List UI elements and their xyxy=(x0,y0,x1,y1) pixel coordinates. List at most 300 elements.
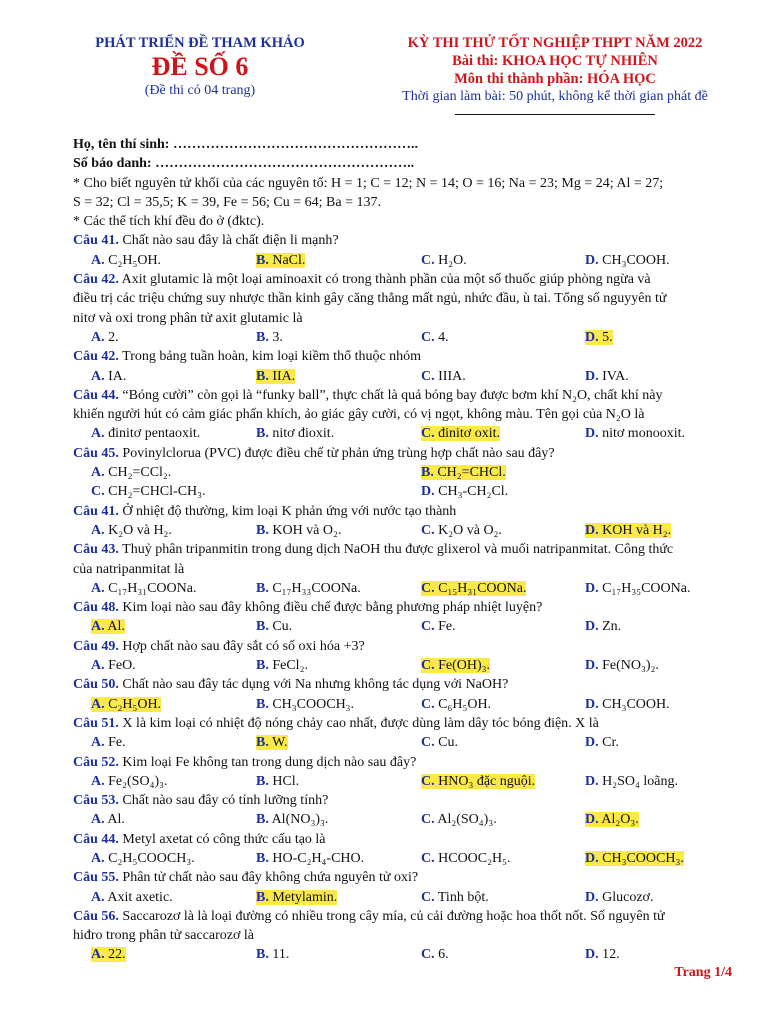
option-text: HCl. xyxy=(268,773,300,789)
answer-row xyxy=(73,656,736,675)
exam-duration: Thời gian làm bài: 50 phút, không kể thời gian phát đề xyxy=(402,89,708,104)
question-line xyxy=(73,926,736,945)
answer-option xyxy=(421,482,508,501)
question xyxy=(73,868,736,907)
answer-option xyxy=(421,849,511,868)
option-letter: C. xyxy=(421,696,435,712)
option-text: IIIA. xyxy=(434,368,466,384)
exam-number-title: ĐỀ SỐ 6 xyxy=(151,52,249,81)
option-text: C₁₅H₃₁COONa. xyxy=(434,580,527,596)
question-label: Câu 51. xyxy=(73,715,119,731)
answer-option xyxy=(421,810,497,829)
header-divider xyxy=(455,114,655,115)
option-text: K₂O và O₂. xyxy=(434,522,502,538)
question-text: Chất nào sau đây có tính lưỡng tính? xyxy=(122,793,329,809)
option-text: C₁₇H₃₅COONa. xyxy=(598,580,691,596)
option-letter: D. xyxy=(421,484,435,500)
option-text: Cr. xyxy=(598,735,619,751)
answer-option xyxy=(585,656,659,675)
option-letter: D. xyxy=(585,658,599,674)
candidate-id-line: Số báo danh: ……………………………………………….. xyxy=(73,156,415,172)
answer-option xyxy=(585,695,670,714)
gas-volume-note: * Các thể tích khí đều đo ở (đktc). xyxy=(73,214,265,230)
option-letter: C. xyxy=(421,522,435,538)
question-text: Ở nhiệt độ thường, kim loại K phản ứng với nước tạo thành xyxy=(122,503,457,519)
answer-option xyxy=(421,772,535,791)
answer-row xyxy=(73,733,736,752)
answer-option xyxy=(421,424,500,443)
option-letter: D. xyxy=(585,812,599,828)
option-letter: C. xyxy=(421,889,435,905)
option-text: H₂SO₄ loãng. xyxy=(598,773,678,789)
question-label: Câu 42. xyxy=(73,349,119,365)
option-letter: D. xyxy=(585,889,599,905)
question-text: Kim loại nào sau đây không điều chế được bằng phương pháp nhiệt luyện? xyxy=(122,600,543,616)
option-letter: D. xyxy=(585,252,599,268)
option-letter: A. xyxy=(91,947,105,963)
question-text: điều trị các triệu chứng suy nhược thần kinh gây căng thẳng mất ngủ, nhức đầu, ù tai. Tổng số nguyyên tử xyxy=(73,291,667,307)
question-text: Chất nào sau đây là chất điện li mạnh? xyxy=(122,233,339,249)
option-letter: D. xyxy=(585,580,599,596)
option-letter: D. xyxy=(585,735,599,751)
option-letter: C. xyxy=(421,658,435,674)
header-series-title: PHÁT TRIỂN ĐỀ THAM KHẢO xyxy=(95,35,305,51)
question-label: Câu 41. xyxy=(73,503,119,519)
option-letter: A. xyxy=(91,850,105,866)
option-text: 12. xyxy=(598,947,620,963)
answer-option xyxy=(256,328,283,347)
question xyxy=(73,675,736,714)
answer-option xyxy=(585,251,670,270)
option-letter: B. xyxy=(256,735,269,751)
answer-option xyxy=(585,579,690,598)
answer-option xyxy=(585,521,671,540)
question xyxy=(73,231,736,270)
option-letter: B. xyxy=(256,329,269,345)
option-letter: B. xyxy=(256,947,269,963)
question-line xyxy=(73,405,736,424)
question-label: Câu 56. xyxy=(73,908,119,924)
question xyxy=(73,270,736,347)
answer-option xyxy=(256,772,299,791)
answer-option xyxy=(421,888,489,907)
option-text: IA. xyxy=(104,368,127,384)
question-line xyxy=(73,231,736,250)
answer-option xyxy=(421,579,526,598)
option-letter: A. xyxy=(91,580,105,596)
question xyxy=(73,830,736,869)
option-text: Glucozơ. xyxy=(598,889,654,905)
answer-option xyxy=(91,772,168,791)
option-letter: B. xyxy=(256,696,269,712)
option-letter: A. xyxy=(91,696,105,712)
answer-row xyxy=(73,849,736,868)
option-letter: A. xyxy=(91,735,105,751)
question-label: Câu 55. xyxy=(73,870,119,886)
answer-row xyxy=(73,328,736,347)
question-text: Hợp chất nào sau đây sắt có số oxi hóa +3? xyxy=(122,638,365,654)
option-text: NaCl. xyxy=(268,252,306,268)
option-letter: D. xyxy=(585,426,599,442)
option-text: 11. xyxy=(268,947,290,963)
option-letter: C. xyxy=(421,426,435,442)
answer-option xyxy=(256,888,337,907)
answer-row xyxy=(73,424,736,443)
question-text: Metyl axetat có công thức cấu tạo là xyxy=(122,831,326,847)
option-text: Cu. xyxy=(434,735,458,751)
question-label: Câu 45. xyxy=(73,445,119,461)
option-text: IIA. xyxy=(268,368,296,384)
option-letter: A. xyxy=(91,658,105,674)
option-letter: B. xyxy=(256,368,269,384)
question-text: Axit glutamic là một loại aminoaxit có trong thành phần của một số thuốc giúp phòng ngừa và xyxy=(121,272,651,288)
option-text: C₁₇H₃₁COONa. xyxy=(104,580,197,596)
option-text: KOH và H₂. xyxy=(598,522,672,538)
answer-option xyxy=(91,888,173,907)
option-text: 6. xyxy=(434,947,449,963)
option-letter: D. xyxy=(585,773,599,789)
answer-option xyxy=(91,945,126,964)
option-letter: B. xyxy=(256,850,269,866)
answer-option xyxy=(256,849,364,868)
option-text: C₂H₅OH. xyxy=(104,252,162,268)
question-line xyxy=(73,753,736,772)
question xyxy=(73,540,736,598)
question-label: Câu 44. xyxy=(73,387,119,403)
option-text: CH₃COOH. xyxy=(598,252,670,268)
option-text: CH₂=CCl₂. xyxy=(104,465,172,481)
exam-subject: Môn thi thành phần: HÓA HỌC xyxy=(454,71,656,87)
question-line xyxy=(73,502,736,521)
question-label: Câu 49. xyxy=(73,638,119,654)
option-letter: D. xyxy=(585,329,599,345)
question xyxy=(73,386,736,444)
answer-row xyxy=(73,579,736,598)
option-letter: A. xyxy=(91,889,105,905)
option-letter: C. xyxy=(421,580,435,596)
question-line xyxy=(73,868,736,887)
question-line xyxy=(73,560,736,579)
question-text: Povinylclorua (PVC) được điều chế từ phản ứng trùng hợp chất nào sau đây? xyxy=(122,445,555,461)
option-text: FeCl₂. xyxy=(268,658,308,674)
option-letter: D. xyxy=(585,368,599,384)
option-text: Al₂(SO₄)₃. xyxy=(434,812,497,828)
answer-option xyxy=(91,463,171,482)
answer-option xyxy=(585,733,619,752)
answer-option xyxy=(256,733,288,752)
answer-option xyxy=(91,849,195,868)
question-line xyxy=(73,714,736,733)
exam-name: KỲ THI THỬ TỐT NGHIỆP THPT NĂM 2022 xyxy=(407,35,703,51)
exam-subject-group: Bài thi: KHOA HỌC TỰ NHIÊN xyxy=(452,53,658,69)
option-letter: A. xyxy=(91,368,105,384)
option-text: C₂H₅COOCH₃. xyxy=(104,850,195,866)
option-text: KOH và O₂. xyxy=(268,522,342,538)
answer-row xyxy=(73,695,736,714)
option-letter: B. xyxy=(256,812,269,828)
option-text: Al₂O₃. xyxy=(598,812,639,828)
option-text: nitơ monooxit. xyxy=(598,426,685,442)
question-line xyxy=(73,907,736,926)
atomic-mass-note-cont: S = 32; Cl = 35,5; K = 39, Fe = 56; Cu = 64; Ba = 137. xyxy=(73,194,381,210)
page-count-note: (Đề thi có 04 trang) xyxy=(144,83,256,98)
answer-option xyxy=(585,424,685,443)
option-letter: C. xyxy=(421,773,435,789)
option-letter: C. xyxy=(421,812,435,828)
answer-option xyxy=(256,695,354,714)
option-text: CH₃COOH. xyxy=(598,696,670,712)
option-text: H₂O. xyxy=(434,252,467,268)
question-line xyxy=(73,386,736,405)
option-letter: C. xyxy=(421,252,435,268)
question xyxy=(73,637,736,676)
answer-option xyxy=(91,251,161,270)
answer-option xyxy=(91,424,200,443)
option-letter: C. xyxy=(421,368,435,384)
answer-option xyxy=(256,251,305,270)
option-letter: D. xyxy=(585,850,599,866)
answer-row xyxy=(73,251,736,270)
question-line xyxy=(73,675,736,694)
answer-option xyxy=(421,328,449,347)
question-line xyxy=(73,637,736,656)
question-text: X là kim loại có nhiệt độ nóng chảy cao nhất, được dùng làm dây tóc bóng điện. X là xyxy=(122,715,599,731)
option-text: C₂H₅OH. xyxy=(104,696,162,712)
question-list xyxy=(73,231,736,964)
option-text: CH₂=CHCl-CH₃. xyxy=(104,484,206,500)
option-text: Fe(OH)₃. xyxy=(434,658,491,674)
left-header xyxy=(60,34,340,99)
option-letter: B. xyxy=(421,465,434,481)
question xyxy=(73,714,736,753)
option-letter: B. xyxy=(256,889,269,905)
answer-option xyxy=(421,695,491,714)
answer-option xyxy=(421,251,467,270)
option-text: 2. xyxy=(104,329,119,345)
option-text: Metylamin. xyxy=(268,889,338,905)
option-text: 4. xyxy=(434,329,449,345)
question xyxy=(73,502,736,541)
option-text: K₂O và H₂. xyxy=(104,522,172,538)
question xyxy=(73,791,736,830)
question-line xyxy=(73,270,736,289)
option-letter: D. xyxy=(585,522,599,538)
answer-option xyxy=(91,810,125,829)
document-header xyxy=(0,30,768,120)
option-text: FeO. xyxy=(104,658,136,674)
right-header xyxy=(355,34,755,105)
option-letter: A. xyxy=(91,619,105,635)
question-line xyxy=(73,444,736,463)
answer-option xyxy=(421,367,466,386)
answer-row xyxy=(73,521,736,540)
question xyxy=(73,598,736,637)
exam-body xyxy=(73,135,736,965)
option-letter: B. xyxy=(256,522,269,538)
option-letter: C. xyxy=(421,619,435,635)
answer-row xyxy=(73,945,736,964)
option-letter: C. xyxy=(421,947,435,963)
answer-option xyxy=(256,810,328,829)
answer-option xyxy=(585,888,653,907)
question-label: Câu 43. xyxy=(73,542,119,558)
question-text: của natripanmitat là xyxy=(73,561,185,577)
question-text: Saccarozơ là là loại đường có nhiều trong cây mía, củ cải đường hoặc hoa thốt nốt. Số nguyên tử xyxy=(122,908,665,924)
question-text: nitơ và oxi trong phân tử axit glutamic là xyxy=(73,310,303,326)
answer-option xyxy=(421,521,502,540)
question-text: Thuỷ phân tripanmitin trong dung dịch NaOH thu được glixerol và muối natripanmitat. Công thức xyxy=(122,542,674,558)
question xyxy=(73,753,736,792)
answer-row xyxy=(73,772,736,791)
option-text: W. xyxy=(268,735,288,751)
option-text: Cu. xyxy=(268,619,293,635)
question-label: Câu 52. xyxy=(73,754,119,770)
answer-option xyxy=(585,772,678,791)
option-letter: D. xyxy=(585,696,599,712)
option-text: HCOOC₂H₅. xyxy=(434,850,511,866)
option-letter: C. xyxy=(91,484,105,500)
question-line xyxy=(73,598,736,617)
answer-option xyxy=(421,945,449,964)
option-text: IVA. xyxy=(598,368,629,384)
option-text: HNO₃ đặc nguội. xyxy=(434,773,536,789)
question-text: “Bóng cười” còn gọi là “funky ball”, thực chất là quả bóng bay được bơm khí N₂O, chất khí này xyxy=(122,387,663,403)
option-letter: A. xyxy=(91,465,105,481)
answer-option xyxy=(256,656,308,675)
option-text: Fe(NO₃)₂. xyxy=(598,658,659,674)
answer-option xyxy=(421,733,458,752)
option-text: Fe. xyxy=(104,735,126,751)
option-letter: A. xyxy=(91,329,105,345)
option-letter: B. xyxy=(256,252,269,268)
option-text: đinitơ oxit. xyxy=(434,426,500,442)
question-line xyxy=(73,289,736,308)
question-line xyxy=(73,309,736,328)
answer-row xyxy=(73,482,736,501)
answer-option xyxy=(421,656,490,675)
option-letter: C. xyxy=(421,850,435,866)
option-text: C₁₇H₃₃COONa. xyxy=(268,580,361,596)
answer-option xyxy=(256,579,361,598)
answer-option xyxy=(91,367,126,386)
option-text: CH₃-CH₂Cl. xyxy=(434,484,509,500)
page-footer: Trang 1/4 xyxy=(674,965,732,980)
option-letter: D. xyxy=(585,947,599,963)
option-letter: A. xyxy=(91,812,105,828)
candidate-name-line: Họ, tên thí sinh: …………………………………………….. xyxy=(73,137,418,152)
question-label: Câu 53. xyxy=(73,793,119,809)
answer-option xyxy=(91,656,136,675)
option-text: 22. xyxy=(104,947,126,963)
answer-option xyxy=(585,367,629,386)
question xyxy=(73,347,736,386)
question-line xyxy=(73,830,736,849)
option-letter: A. xyxy=(91,522,105,538)
option-text: Al. xyxy=(104,619,125,635)
question-text: Phân tử chất nào sau đây không chứa nguyên tử oxi? xyxy=(122,870,419,886)
answer-option xyxy=(256,945,289,964)
question-label: Câu 41. xyxy=(73,233,119,249)
answer-option xyxy=(585,849,684,868)
option-text: nitơ đioxit. xyxy=(268,426,335,442)
question xyxy=(73,907,736,965)
option-text: CH₃COOCH₃. xyxy=(268,696,355,712)
question-text: Kim loại Fe không tan trong dung dịch nào sau đây? xyxy=(122,754,417,770)
option-letter: B. xyxy=(256,619,269,635)
answer-option xyxy=(421,463,506,482)
option-letter: C. xyxy=(421,329,435,345)
answer-option xyxy=(585,617,621,636)
option-text: Axit axetic. xyxy=(104,889,173,905)
option-text: 5. xyxy=(598,329,613,345)
question-line xyxy=(73,540,736,559)
option-text: 3. xyxy=(268,329,283,345)
option-letter: D. xyxy=(585,619,599,635)
answer-option xyxy=(585,945,620,964)
question-text: Trong bảng tuần hoàn, kim loại kiềm thổ thuộc nhóm xyxy=(122,349,422,365)
option-letter: B. xyxy=(256,580,269,596)
answer-option xyxy=(91,328,119,347)
option-text: Al(NO₃)₃. xyxy=(268,812,329,828)
option-letter: B. xyxy=(256,426,269,442)
option-letter: C. xyxy=(421,735,435,751)
option-text: Fe. xyxy=(434,619,456,635)
option-letter: B. xyxy=(256,773,269,789)
answer-option xyxy=(256,367,295,386)
option-letter: A. xyxy=(91,773,105,789)
answer-row xyxy=(73,367,736,386)
option-letter: B. xyxy=(256,658,269,674)
option-text: đinitơ pentaoxit. xyxy=(104,426,201,442)
question-label: Câu 44. xyxy=(73,831,119,847)
question-text: khiến người hút có cảm giác phấn khích, ảo giác gây cười, có vị ngọt, không màu. Tên gọi của N₂O là xyxy=(73,407,645,423)
answer-row xyxy=(73,810,736,829)
answer-option xyxy=(91,617,125,636)
question xyxy=(73,444,736,502)
option-text: HO-C₂H₄-CHO. xyxy=(268,850,365,866)
question-text: hiđro trong phân tử saccarozơ là xyxy=(73,928,254,944)
question-label: Câu 48. xyxy=(73,600,119,616)
question-label: Câu 42. xyxy=(73,272,119,288)
option-text: Tinh bột. xyxy=(434,889,489,905)
option-text: CH₂=CHCl. xyxy=(433,465,506,481)
answer-option xyxy=(91,695,161,714)
question-label: Câu 50. xyxy=(73,677,119,693)
option-text: CH₃COOCH₃. xyxy=(598,850,684,866)
answer-option xyxy=(91,733,126,752)
answer-row xyxy=(73,888,736,907)
answer-row xyxy=(73,463,736,482)
atomic-mass-note: * Cho biết nguyên tử khối của các nguyên tố: H = 1; C = 12; N = 14; O = 16; Na = 23; Mg = 24; Al = 27; xyxy=(73,175,664,191)
answer-option xyxy=(585,810,639,829)
question-line xyxy=(73,347,736,366)
question-text: Chất nào sau đây tác dụng với Na nhưng không tác dụng với NaOH? xyxy=(122,677,509,693)
answer-option xyxy=(256,617,292,636)
option-text: C₆H₅OH. xyxy=(434,696,492,712)
question-line xyxy=(73,791,736,810)
option-letter: A. xyxy=(91,252,105,268)
answer-option xyxy=(256,424,334,443)
answer-option xyxy=(91,482,206,501)
answer-option xyxy=(421,617,456,636)
option-letter: A. xyxy=(91,426,105,442)
option-text: Al. xyxy=(104,812,125,828)
answer-row xyxy=(73,617,736,636)
option-text: Fe₂(SO₄)₃. xyxy=(104,773,168,789)
answer-option xyxy=(91,521,172,540)
answer-option xyxy=(91,579,196,598)
answer-option xyxy=(585,328,613,347)
